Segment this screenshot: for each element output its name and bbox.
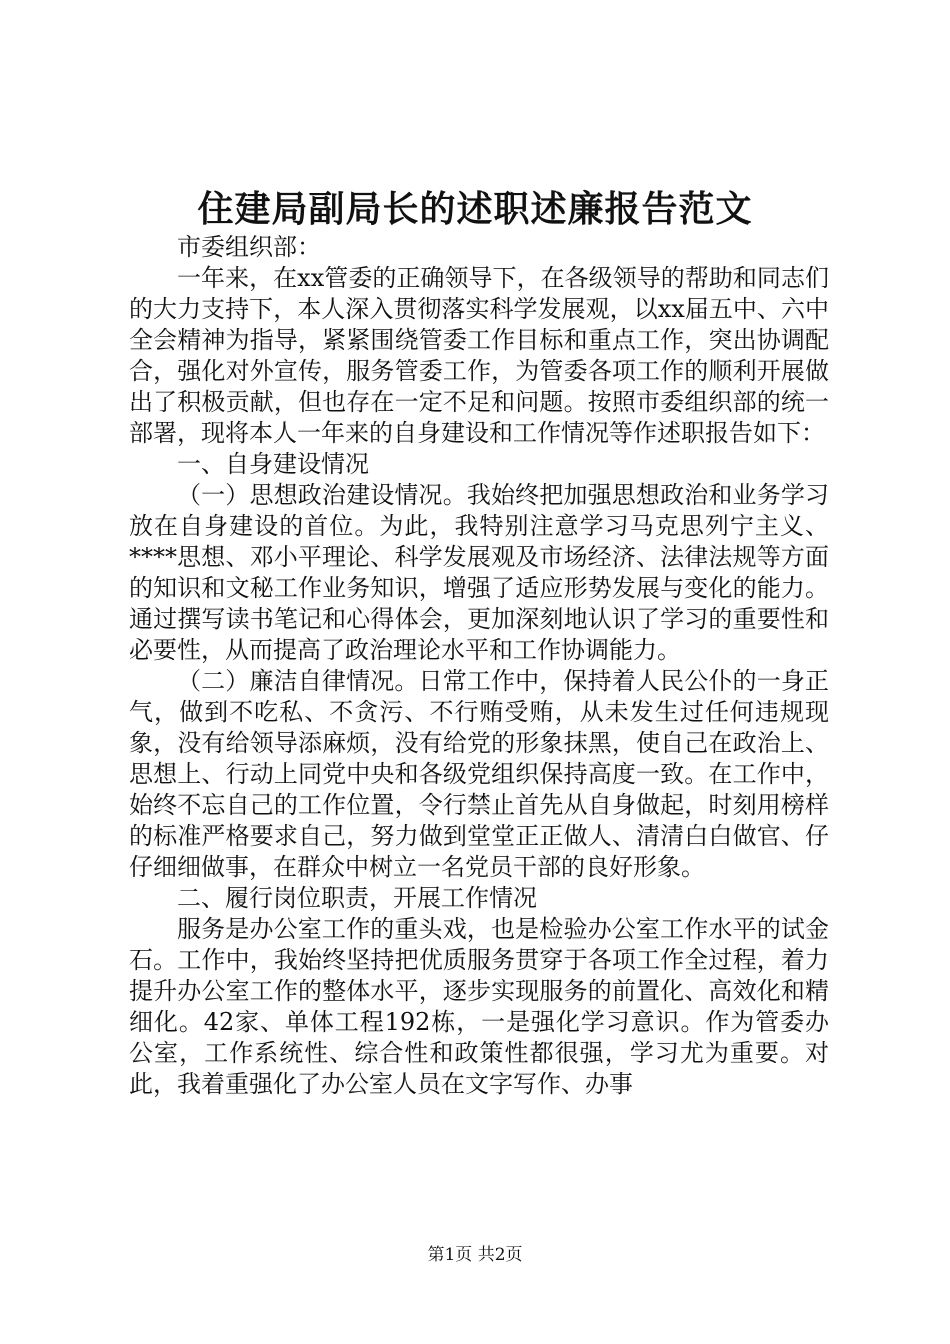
document-body: [129, 232, 829, 1100]
section-heading-1: 一、自身建设情况: [177, 450, 369, 478]
paragraph-salutation: 市委组织部：: [177, 233, 321, 261]
paragraph-integrity: （二）廉洁自律情况。日常工作中，保持着人民公仆的一身正气，做到不吃私、不贪污、不行贿受贿，从未发生过任何违规现象，没有给领导添麻烦，没有给党的形象抹黑，使自己在政治上、思想上、行动上同党中央和各级党组织保持高度一致。在工作中，始终不忘自己的工作位置，令行禁止首先从自身做起，时刻用榜样的标准严格要求自己，努力做到堂堂正正做人、清清白白做官、仔仔细细做事，在群众中树立一名党员干部的良好形象。: [129, 667, 829, 881]
page-footer: 第1页 共2页: [427, 1245, 523, 1265]
paragraph-intro: 一年来，在xx管委的正确领导下，在各级领导的帮助和同志们的大力支持下，本人深入贯彻落实科学发展观，以xx届五中、六中全会精神为指导，紧紧围绕管委工作目标和重点工作，突出协调配合，强化对外宣传，服务管委工作，为管委各项工作的顺利开展做出了积极贡献，但也存在一定不足和问题。按照市委组织部的统一部署，现将本人一年来的自身建设和工作情况等作述职报告如下：: [129, 264, 829, 447]
paragraph-service: 服务是办公室工作的重头戏，也是检验办公室工作水平的试金石。工作中，我始终坚持把优质服务贯穿于各项工作全过程，着力提升办公室工作的整体水平，逐步实现服务的前置化、高效化和精细化。42家、单体工程192栋，一是强化学习意识。作为管委办公室，工作系统性、综合性和政策性都很强，学习尤为重要。对此，我着重强化了办公室人员在文字写作、办事: [129, 915, 829, 1098]
document-title: 住建局副局长的述职述廉报告范文: [197, 188, 753, 230]
paragraph-political-study: （一）思想政治建设情况。我始终把加强思想政治和业务学习放在自身建设的首位。为此，我特别注意学习马克思列宁主义、****思想、邓小平理论、科学发展观及市场经济、法律法规等方面的知识和文秘工作业务知识，增强了适应形势发展与变化的能力。通过撰写读书笔记和心得体会，更加深刻地认识了学习的重要性和必要性，从而提高了政治理论水平和工作协调能力。: [129, 481, 829, 664]
section-heading-2: 二、履行岗位职责，开展工作情况: [177, 884, 537, 912]
